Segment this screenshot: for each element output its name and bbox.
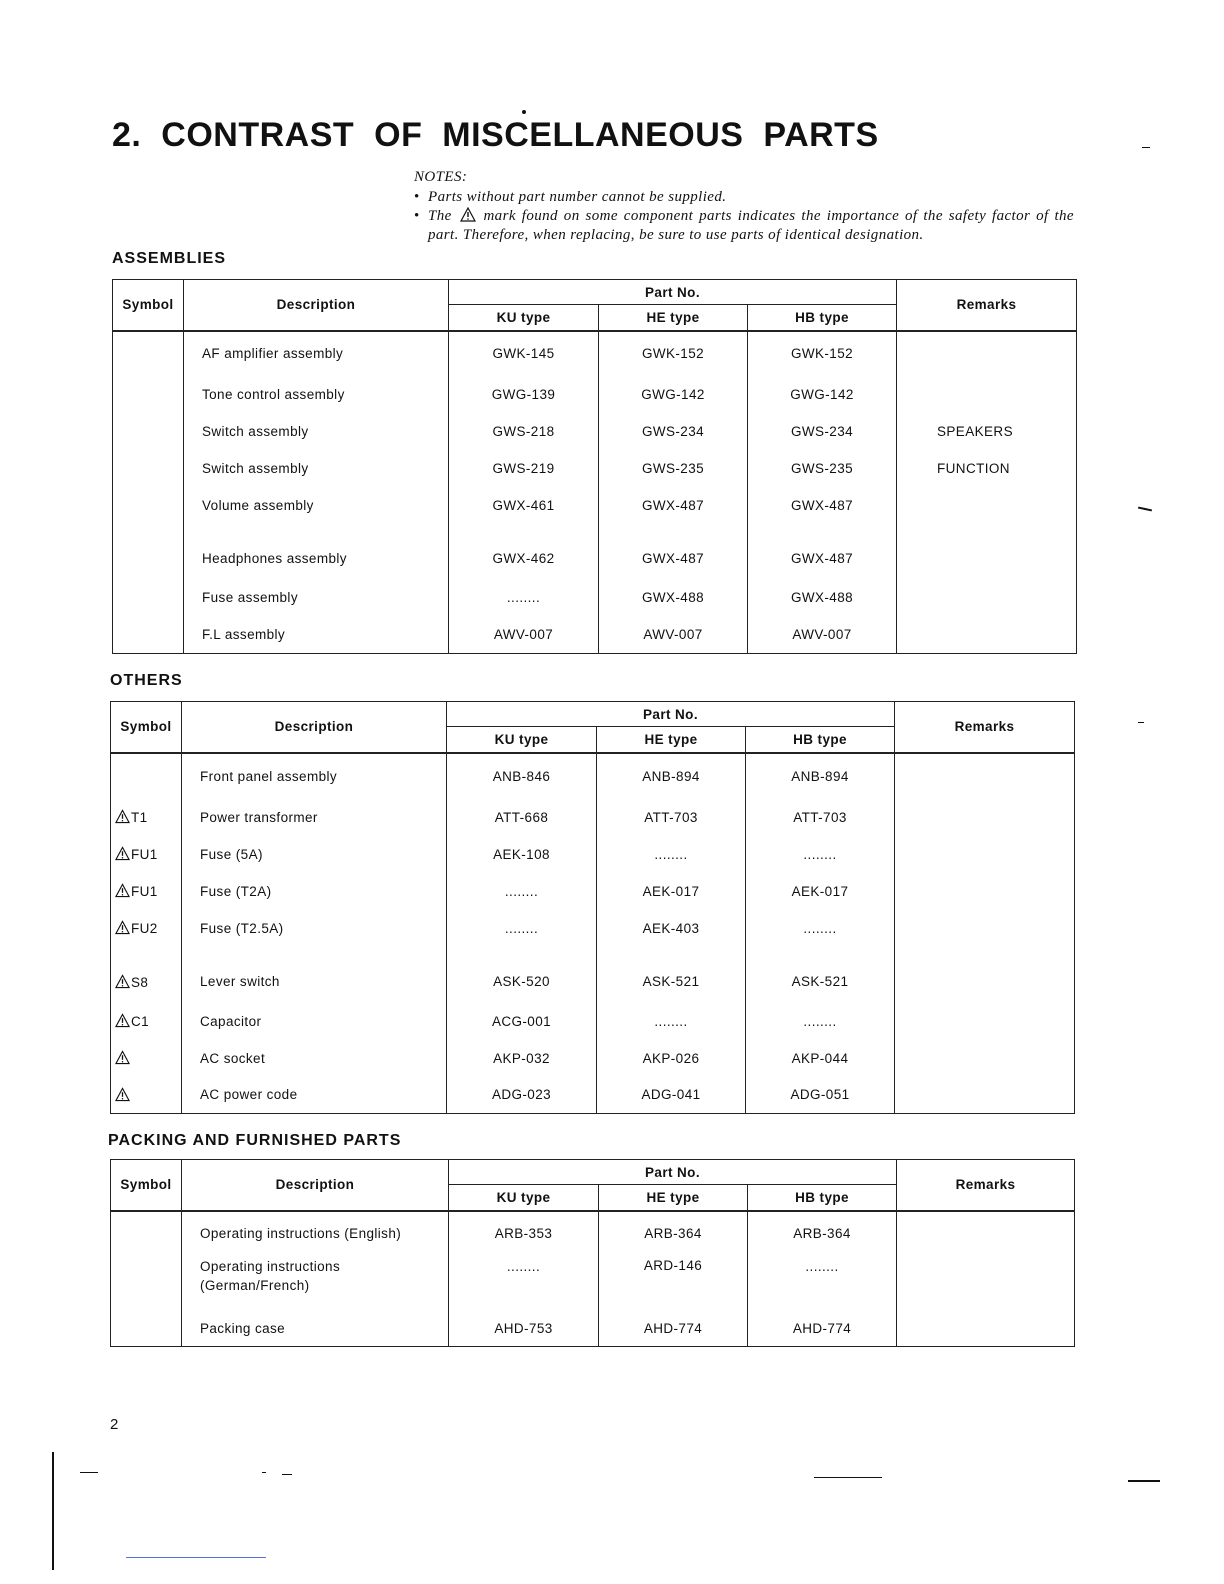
packing-heading: PACKING AND FURNISHED PARTS: [108, 1132, 402, 1149]
header-part-no: Part No.: [447, 702, 895, 727]
remarks-cell: [895, 836, 1075, 873]
header-hb-type: HB type: [746, 727, 895, 753]
warning-triangle-icon: [115, 1013, 130, 1028]
ku-part-cell: AHD-753: [449, 1311, 599, 1347]
remarks-cell: FUNCTION: [897, 450, 1077, 487]
symbol-label: FU2: [131, 921, 158, 936]
ku-part-cell: ........: [449, 1255, 599, 1311]
hb-part-cell: AEK-017: [746, 873, 895, 910]
symbol-cell: [113, 331, 184, 376]
description-cell: F.L assembly: [184, 616, 449, 654]
ku-part-cell: GWS-219: [449, 450, 599, 487]
margin-mark: [1138, 722, 1144, 723]
table-row: [113, 524, 1077, 579]
header-hb-type: HB type: [748, 305, 897, 331]
warning-triangle-icon: [115, 920, 130, 935]
description-cell: Headphones assembly: [184, 524, 449, 579]
ku-part-cell: ........: [447, 910, 597, 947]
symbol-cell: [111, 873, 182, 910]
he-part-cell: AHD-774: [599, 1311, 748, 1347]
he-part-cell: AKP-026: [597, 1040, 746, 1077]
symbol-cell: [113, 450, 184, 487]
description-cell: Capacitor: [182, 1003, 447, 1040]
description-cell: Power transformer: [182, 799, 447, 836]
symbol-label: FU1: [131, 847, 158, 862]
page-number: 2: [110, 1416, 119, 1433]
table-row: [113, 616, 1077, 654]
margin-mark: [126, 1557, 266, 1558]
he-part-cell: AWV-007: [599, 616, 748, 654]
note-2-text-after: mark found on some component parts indicates the importance of the safety factor of the part. Therefore, when replacing, be sure to use parts of identical designation.: [428, 208, 1074, 243]
he-part-cell: ........: [597, 836, 746, 873]
description-cell: Switch assembly: [184, 450, 449, 487]
he-part-cell: GWX-487: [599, 524, 748, 579]
table-row: [111, 947, 1075, 1003]
hb-part-cell: ARB-364: [748, 1211, 897, 1255]
symbol-cell: [111, 947, 182, 1003]
header-he-type: HE type: [599, 1185, 748, 1211]
ku-part-cell: GWS-218: [449, 413, 599, 450]
header-ku-type: KU type: [449, 305, 599, 331]
hb-part-cell: ........: [746, 910, 895, 947]
table-row: [111, 873, 1075, 910]
description-cell: Fuse (5A): [182, 836, 447, 873]
remarks-cell: [897, 376, 1077, 413]
hb-part-cell: GWG-142: [748, 376, 897, 413]
table-row: [113, 450, 1077, 487]
ku-part-cell: ........: [447, 873, 597, 910]
margin-mark: [282, 1474, 292, 1475]
symbol-cell: [111, 799, 182, 836]
table-row: [111, 1040, 1075, 1077]
symbol-cell: [113, 413, 184, 450]
note-1-text: Parts without part number cannot be supplied.: [428, 189, 727, 205]
table-row: [113, 487, 1077, 524]
warning-triangle-icon: [115, 883, 130, 898]
ku-part-cell: ASK-520: [447, 947, 597, 1003]
others-heading: OTHERS: [110, 672, 183, 689]
header-symbol: Symbol: [111, 1160, 182, 1211]
he-part-cell: ........: [597, 1003, 746, 1040]
title-dot-mark: [522, 110, 526, 114]
note-item-1: [414, 188, 1074, 207]
description-cell: Fuse assembly: [184, 579, 449, 616]
hb-part-cell: ADG-051: [746, 1077, 895, 1114]
warning-triangle-icon: [115, 809, 130, 824]
hb-part-cell: AHD-774: [748, 1311, 897, 1347]
he-part-cell: AEK-017: [597, 873, 746, 910]
notes-block: [414, 168, 1074, 245]
he-part-cell: ARD-146: [599, 1255, 748, 1311]
ku-part-cell: ATT-668: [447, 799, 597, 836]
ku-part-cell: GWX-461: [449, 487, 599, 524]
hb-part-cell: GWX-487: [748, 487, 897, 524]
remarks-cell: [897, 1311, 1075, 1347]
header-he-type: HE type: [599, 305, 748, 331]
notes-heading: NOTES:: [414, 169, 468, 185]
table-row: [113, 376, 1077, 413]
description-cell: AC socket: [182, 1040, 447, 1077]
remarks-cell: [897, 579, 1077, 616]
assemblies-heading: ASSEMBLIES: [112, 250, 227, 267]
description-cell: Packing case: [182, 1311, 449, 1347]
remarks-cell: [897, 616, 1077, 654]
assemblies-table: [112, 279, 1077, 654]
table-row: [113, 331, 1077, 376]
he-part-cell: ADG-041: [597, 1077, 746, 1114]
others-table: [110, 701, 1075, 1114]
symbol-cell: [111, 753, 182, 799]
header-hb-type: HB type: [748, 1185, 897, 1211]
hb-part-cell: ATT-703: [746, 799, 895, 836]
he-part-cell: ANB-894: [597, 753, 746, 799]
table-row: [111, 799, 1075, 836]
table-row: [111, 1255, 1075, 1311]
description-cell: Switch assembly: [184, 413, 449, 450]
he-part-cell: GWS-235: [599, 450, 748, 487]
ku-part-cell: ADG-023: [447, 1077, 597, 1114]
symbol-cell: [111, 1255, 182, 1311]
warning-triangle-icon: [115, 1087, 130, 1102]
remarks-cell: [895, 873, 1075, 910]
he-part-cell: AEK-403: [597, 910, 746, 947]
margin-mark: [814, 1477, 882, 1478]
remarks-cell: [897, 487, 1077, 524]
description-cell: Fuse (T2.5A): [182, 910, 447, 947]
symbol-label: FU1: [131, 884, 158, 899]
he-part-cell: GWX-487: [599, 487, 748, 524]
header-symbol: Symbol: [113, 280, 184, 331]
symbol-cell: [113, 616, 184, 654]
ku-part-cell: ACG-001: [447, 1003, 597, 1040]
symbol-cell: [111, 910, 182, 947]
symbol-cell: [113, 487, 184, 524]
ku-part-cell: AEK-108: [447, 836, 597, 873]
description-cell: Front panel assembly: [182, 753, 447, 799]
description-cell: Tone control assembly: [184, 376, 449, 413]
symbol-cell: [111, 1003, 182, 1040]
ku-part-cell: GWG-139: [449, 376, 599, 413]
ku-part-cell: AWV-007: [449, 616, 599, 654]
hb-part-cell: AWV-007: [748, 616, 897, 654]
remarks-cell: [897, 524, 1077, 579]
margin-mark: [1142, 147, 1150, 148]
ku-part-cell: GWK-145: [449, 331, 599, 376]
header-description: Description: [182, 702, 447, 753]
remarks-cell: [895, 947, 1075, 1003]
table-row: [113, 413, 1077, 450]
header-description: Description: [182, 1160, 449, 1211]
he-part-cell: GWK-152: [599, 331, 748, 376]
symbol-label: T1: [131, 810, 148, 825]
symbol-cell: [111, 1211, 182, 1255]
remarks-cell: [895, 799, 1075, 836]
symbol-cell: [113, 376, 184, 413]
margin-mark: [1138, 507, 1152, 512]
he-part-cell: GWG-142: [599, 376, 748, 413]
remarks-cell: [895, 910, 1075, 947]
warning-triangle-icon: [115, 974, 130, 989]
page-title: 2. CONTRAST OF MISCELLANEOUS PARTS: [112, 116, 879, 154]
packing-table: [110, 1159, 1075, 1347]
ku-part-cell: ........: [449, 579, 599, 616]
description-cell: Fuse (T2A): [182, 873, 447, 910]
table-row: [111, 1211, 1075, 1255]
symbol-cell: [113, 524, 184, 579]
description-cell: Lever switch: [182, 947, 447, 1003]
header-he-type: HE type: [597, 727, 746, 753]
symbol-cell: [111, 1040, 182, 1077]
description-line-1: Operating instructions: [200, 1258, 341, 1274]
hb-part-cell: ........: [746, 1003, 895, 1040]
he-part-cell: GWS-234: [599, 413, 748, 450]
table-row: [111, 1077, 1075, 1114]
he-part-cell: ARB-364: [599, 1211, 748, 1255]
symbol-cell: [113, 579, 184, 616]
header-ku-type: KU type: [449, 1185, 599, 1211]
description-cell: AF amplifier assembly: [184, 331, 449, 376]
note-2-text-before: The: [428, 208, 452, 224]
header-part-no: Part No.: [449, 280, 897, 305]
remarks-cell: [895, 1040, 1075, 1077]
hb-part-cell: ASK-521: [746, 947, 895, 1003]
remarks-cell: [897, 331, 1077, 376]
description-cell: [182, 1255, 449, 1311]
he-part-cell: ASK-521: [597, 947, 746, 1003]
margin-mark: [52, 1452, 54, 1570]
remarks-cell: [897, 1255, 1075, 1311]
symbol-label: S8: [131, 974, 149, 990]
ku-part-cell: GWX-462: [449, 524, 599, 579]
hb-part-cell: GWK-152: [748, 331, 897, 376]
ku-part-cell: ARB-353: [449, 1211, 599, 1255]
hb-part-cell: GWS-235: [748, 450, 897, 487]
ku-part-cell: ANB-846: [447, 753, 597, 799]
symbol-cell: [111, 836, 182, 873]
table-row: [111, 1311, 1075, 1347]
description-cell: AC power code: [182, 1077, 447, 1114]
ku-part-cell: AKP-032: [447, 1040, 597, 1077]
symbol-cell: [111, 1077, 182, 1114]
header-part-no: Part No.: [449, 1160, 897, 1185]
margin-mark: [262, 1472, 266, 1473]
hb-part-cell: GWX-488: [748, 579, 897, 616]
warning-triangle-icon: [115, 846, 130, 861]
warning-triangle-icon: [460, 207, 476, 222]
hb-part-cell: GWX-487: [748, 524, 897, 579]
warning-triangle-icon: [115, 1050, 130, 1065]
description-cell: Operating instructions (English): [182, 1211, 449, 1255]
margin-mark: [80, 1472, 98, 1473]
symbol-cell: [111, 1311, 182, 1347]
table-row: [111, 753, 1075, 799]
hb-part-cell: GWS-234: [748, 413, 897, 450]
table-row: [111, 910, 1075, 947]
symbol-label: C1: [131, 1014, 150, 1029]
header-remarks: Remarks: [895, 702, 1075, 753]
margin-mark: [1128, 1480, 1160, 1482]
hb-part-cell: AKP-044: [746, 1040, 895, 1077]
he-part-cell: GWX-488: [599, 579, 748, 616]
hb-part-cell: ANB-894: [746, 753, 895, 799]
remarks-cell: [895, 753, 1075, 799]
description-cell: Volume assembly: [184, 487, 449, 524]
hb-part-cell: ........: [746, 836, 895, 873]
description-line-2: (German/French): [200, 1277, 310, 1293]
header-description: Description: [184, 280, 449, 331]
table-row: [111, 836, 1075, 873]
remarks-cell: [895, 1077, 1075, 1114]
hb-part-cell: ........: [748, 1255, 897, 1311]
header-remarks: Remarks: [897, 1160, 1075, 1211]
table-row: [111, 1003, 1075, 1040]
remarks-cell: SPEAKERS: [897, 413, 1077, 450]
remarks-cell: [895, 1003, 1075, 1040]
remarks-cell: [897, 1211, 1075, 1255]
header-remarks: Remarks: [897, 280, 1077, 331]
header-symbol: Symbol: [111, 702, 182, 753]
header-ku-type: KU type: [447, 727, 597, 753]
table-row: [113, 579, 1077, 616]
he-part-cell: ATT-703: [597, 799, 746, 836]
note-item-2: [414, 207, 1074, 245]
